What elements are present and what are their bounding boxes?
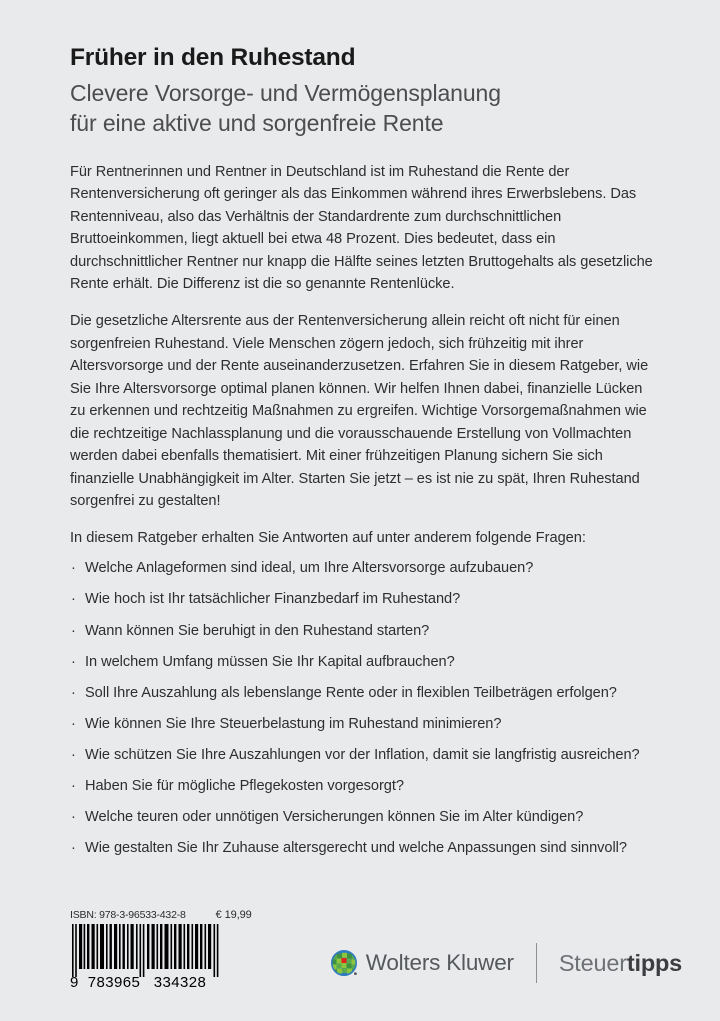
subtitle-line-2: für eine aktive und sorgenfreie Rente <box>70 109 444 136</box>
logo-divider <box>536 943 537 983</box>
list-item <box>70 744 658 767</box>
steuertipps-logo <box>559 950 682 977</box>
bullet-icon: · <box>71 622 76 639</box>
barcode-bars-icon <box>70 924 222 977</box>
list-item-label: Wie schützen Sie Ihre Auszahlungen vor der Inflation, damit sie langfristig ausreichen? <box>85 746 640 763</box>
steuertipps-bold-part: tipps <box>626 949 682 976</box>
question-list <box>70 557 658 859</box>
bullet-icon: · <box>71 777 76 794</box>
list-item-label: Wie gestalten Sie Ihr Zuhause altersgerecht und welche Anpassungen sind sinnvoll? <box>85 839 627 856</box>
barcode <box>70 924 222 990</box>
list-item-label: Haben Sie für mögliche Pflegekosten vorgesorgt? <box>85 777 404 794</box>
list-item-label: In welchem Umfang müssen Sie Ihr Kapital aufbrauchen? <box>85 653 455 670</box>
bullet-icon: · <box>71 746 76 763</box>
isbn-price-row <box>70 909 252 921</box>
barcode-digit-group-3: 334328 <box>153 974 207 991</box>
steuertipps-light-part: Steuer <box>558 949 627 976</box>
question-list-intro: In diesem Ratgeber erhalten Sie Antworten auf unter anderem folgende Fragen: <box>70 529 586 546</box>
bullet-icon: · <box>71 715 76 732</box>
wolters-kluwer-wordmark: Wolters Kluwer <box>365 950 514 975</box>
isbn-block <box>70 901 252 990</box>
logo-group <box>331 901 690 983</box>
list-item-label: Welche teuren oder unnötigen Versicherungen können Sie im Alter kündigen? <box>85 808 584 825</box>
wolters-kluwer-globe-icon <box>331 950 357 976</box>
list-item <box>70 557 658 580</box>
list-item <box>70 775 658 798</box>
list-item-label: Wie hoch ist Ihr tatsächlicher Finanzbedarf im Ruhestand? <box>85 591 461 608</box>
cover-footer <box>0 901 720 1021</box>
list-item <box>70 806 658 829</box>
list-item <box>70 588 658 611</box>
isbn-text: ISBN: 978-3-96533-432-8 <box>70 909 186 921</box>
barcode-digits <box>70 975 222 990</box>
list-item <box>70 682 658 705</box>
bullet-icon: · <box>71 808 76 825</box>
bullet-icon: · <box>71 839 76 856</box>
bullet-icon: · <box>71 684 76 701</box>
list-item-label: Soll Ihre Auszahlung als lebenslange Rente oder in flexiblen Teilbeträgen erfolgen? <box>85 684 617 701</box>
list-item <box>70 620 658 643</box>
list-item <box>70 713 658 736</box>
page-title: Früher in den Ruhestand <box>70 44 356 71</box>
list-item <box>70 651 658 674</box>
body-paragraph-2: Die gesetzliche Altersrente aus der Rentenversicherung allein reicht oft nicht für einen sorgenfreien Ruhestand. Viele Menschen zögern jedoch, sich frühzeitig mit ihrer Altersvorsorge und der Rente auseinanderzusetzen. Erfahren Sie in diesem Ratgeber, wie Sie Ihre Altersvorsorge optimal planen können. Wir helfen Ihnen dabei, finanzielle Lücken zu erkennen und rechtzeitig Maßnahmen zu ergreifen. Wichtige Vorsorgemaßnahmen wie die rechtzeitige Nachlassplanung und die vorausschauende Erstellung von Vollmachten werden dabei ebenfalls thematisiert. Mit einer frühzeitigen Planung sichern Sie sich finanzielle Unabhängigkeit im Alter. Starten Sie jetzt – es ist nie zu spät, Ihren Ruhestand sorgenfrei zu gestalten! <box>70 312 649 510</box>
bullet-icon: · <box>71 591 76 608</box>
wolters-kluwer-logo <box>331 950 514 976</box>
list-item-label: Welche Anlageformen sind ideal, um Ihre Altersvorsorge aufzubauen? <box>85 560 534 577</box>
barcode-digit-group-2: 783965 <box>87 974 141 991</box>
bullet-icon: · <box>71 560 76 577</box>
list-item <box>70 837 658 860</box>
subtitle-line-1: Clevere Vorsorge- und Vermögensplanung <box>70 79 501 106</box>
bullet-icon: · <box>71 653 76 670</box>
list-item-label: Wie können Sie Ihre Steuerbelastung im Ruhestand minimieren? <box>85 715 502 732</box>
barcode-digit-group-1: 9 <box>70 974 79 991</box>
page-subtitle <box>70 79 658 139</box>
list-item-label: Wann können Sie beruhigt in den Ruhestand starten? <box>85 622 430 639</box>
body-paragraph-1: Für Rentnerinnen und Rentner in Deutschland ist im Ruhestand die Rente der Rentenversicherung oft geringer als das Einkommen während ihres Erwerbslebens. Das Rentenniveau, also das Verhältnis der Standardrente zum durchschnittlichen Bruttoeinkommen, liegt aktuell bei etwa 48 Prozent. Dies bedeutet, dass ein durchschnittlicher Rentner nur knapp die Hälfte seines letzten Bruttogehalts als gesetzliche Rente erhält. Die Differenz ist die so genannte Rentenlücke. <box>70 163 653 293</box>
price-text: € 19,99 <box>215 909 252 921</box>
